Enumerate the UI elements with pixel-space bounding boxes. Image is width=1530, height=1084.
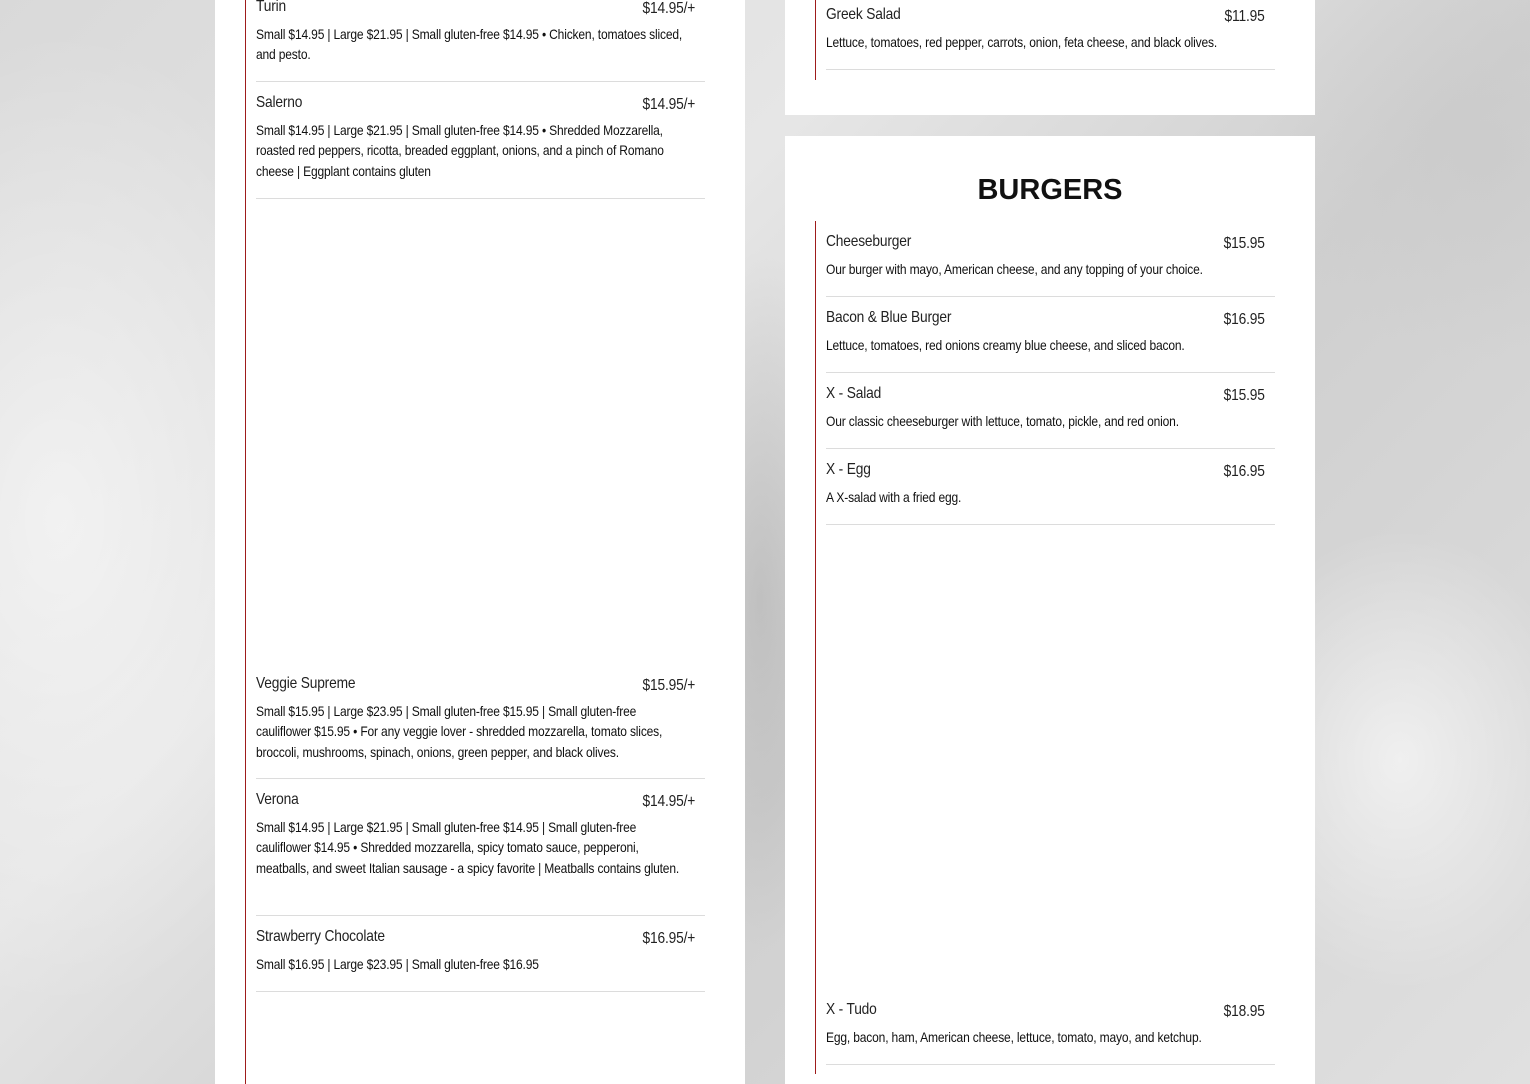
menu-item-price: $16.95/+ — [642, 930, 695, 947]
menu-item-description: Our classic cheeseburger with lettuce, tomato, pickle, and red onion. — [826, 413, 1179, 429]
menu-item-price: $15.95/+ — [642, 677, 695, 694]
menu-item-name: X - Tudo — [826, 1001, 877, 1018]
menu-item-price: $18.95 — [1223, 1003, 1265, 1020]
menu-item-description: Small $14.95 | Large $21.95 | Small gluten-free $14.95 • Chicken, tomatoes sliced, and pesto. — [256, 26, 683, 63]
menu-item-x-egg[interactable] — [826, 461, 1275, 525]
menu-accent-rail — [815, 221, 816, 1074]
menu-item-description: A X-salad with a fried egg. — [826, 489, 962, 505]
menu-item-name: Strawberry Chocolate — [256, 928, 385, 945]
menu-item-veggie-supreme[interactable] — [256, 675, 705, 779]
menu-item-verona[interactable] — [256, 791, 705, 916]
menu-item-price: $16.95 — [1223, 463, 1265, 480]
menu-item-name: Turin — [256, 0, 286, 15]
pizza-menu-panel — [215, 0, 745, 1084]
menu-item-price: $14.95/+ — [642, 793, 695, 810]
burgers-menu-panel — [785, 136, 1315, 1084]
menu-item-description: Small $15.95 | Large $23.95 | Small gluten-free $15.95 | Small gluten-free cauliflower $15.95 • For any veggie lover - shredded mozzarella, tomato slices, broccoli, mushrooms, spinach, onions, green pepper, and black olives. — [256, 703, 663, 760]
menu-accent-rail — [245, 0, 246, 1084]
menu-item-bacon-blue-burger[interactable] — [826, 309, 1275, 373]
menu-item-price: $14.95/+ — [642, 0, 695, 17]
menu-accent-rail — [815, 0, 816, 80]
menu-item-description: Lettuce, tomatoes, red pepper, carrots, onion, feta cheese, and black olives. — [826, 34, 1218, 50]
menu-item-description: Small $14.95 | Large $21.95 | Small gluten-free $14.95 • Shredded Mozzarella, roasted red peppers, ricotta, breaded eggplant, onions, and a pinch of Romano cheese | Eggplant contains gluten — [256, 122, 664, 179]
menu-item-description: Small $14.95 | Large $21.95 | Small gluten-free $14.95 | Small gluten-free cauliflower $14.95 • Shredded mozzarella, spicy tomato sauce, pepperoni, meatballs, and sweet Italian sausage - a spicy favorite | Meatballs contains gluten. — [256, 819, 680, 876]
menu-item-turin[interactable] — [256, 0, 705, 82]
menu-item-price: $14.95/+ — [642, 96, 695, 113]
menu-item-description: Egg, bacon, ham, American cheese, lettuce, tomato, mayo, and ketchup. — [826, 1029, 1202, 1045]
menu-item-price: $16.95 — [1223, 311, 1265, 328]
menu-item-salerno[interactable] — [256, 94, 705, 199]
section-title-burgers: BURGERS — [977, 174, 1123, 206]
menu-item-cheeseburger[interactable] — [826, 233, 1275, 297]
menu-item-name: Veggie Supreme — [256, 675, 356, 692]
menu-item-greek-salad[interactable] — [826, 6, 1275, 70]
menu-item-description: Lettuce, tomatoes, red onions creamy blue cheese, and sliced bacon. — [826, 337, 1185, 353]
menu-item-x-salad[interactable] — [826, 385, 1275, 449]
menu-item-name: Greek Salad — [826, 6, 901, 23]
menu-item-price: $15.95 — [1223, 387, 1265, 404]
salads-menu-panel — [785, 0, 1315, 115]
menu-item-name: Bacon & Blue Burger — [826, 309, 952, 326]
menu-item-strawberry-chocolate[interactable] — [256, 928, 705, 992]
menu-item-name: Cheeseburger — [826, 233, 912, 250]
menu-item-name: Verona — [256, 791, 299, 808]
menu-item-x-tudo[interactable] — [826, 1001, 1275, 1065]
menu-item-price: $15.95 — [1223, 235, 1265, 252]
menu-item-name: Salerno — [256, 94, 303, 111]
menu-item-price: $11.95 — [1224, 8, 1265, 25]
menu-item-description: Our burger with mayo, American cheese, and any topping of your choice. — [826, 261, 1203, 277]
menu-item-description: Small $16.95 | Large $23.95 | Small gluten-free $16.95 — [256, 956, 539, 972]
menu-item-name: X - Egg — [826, 461, 871, 478]
menu-item-name: X - Salad — [826, 385, 882, 402]
